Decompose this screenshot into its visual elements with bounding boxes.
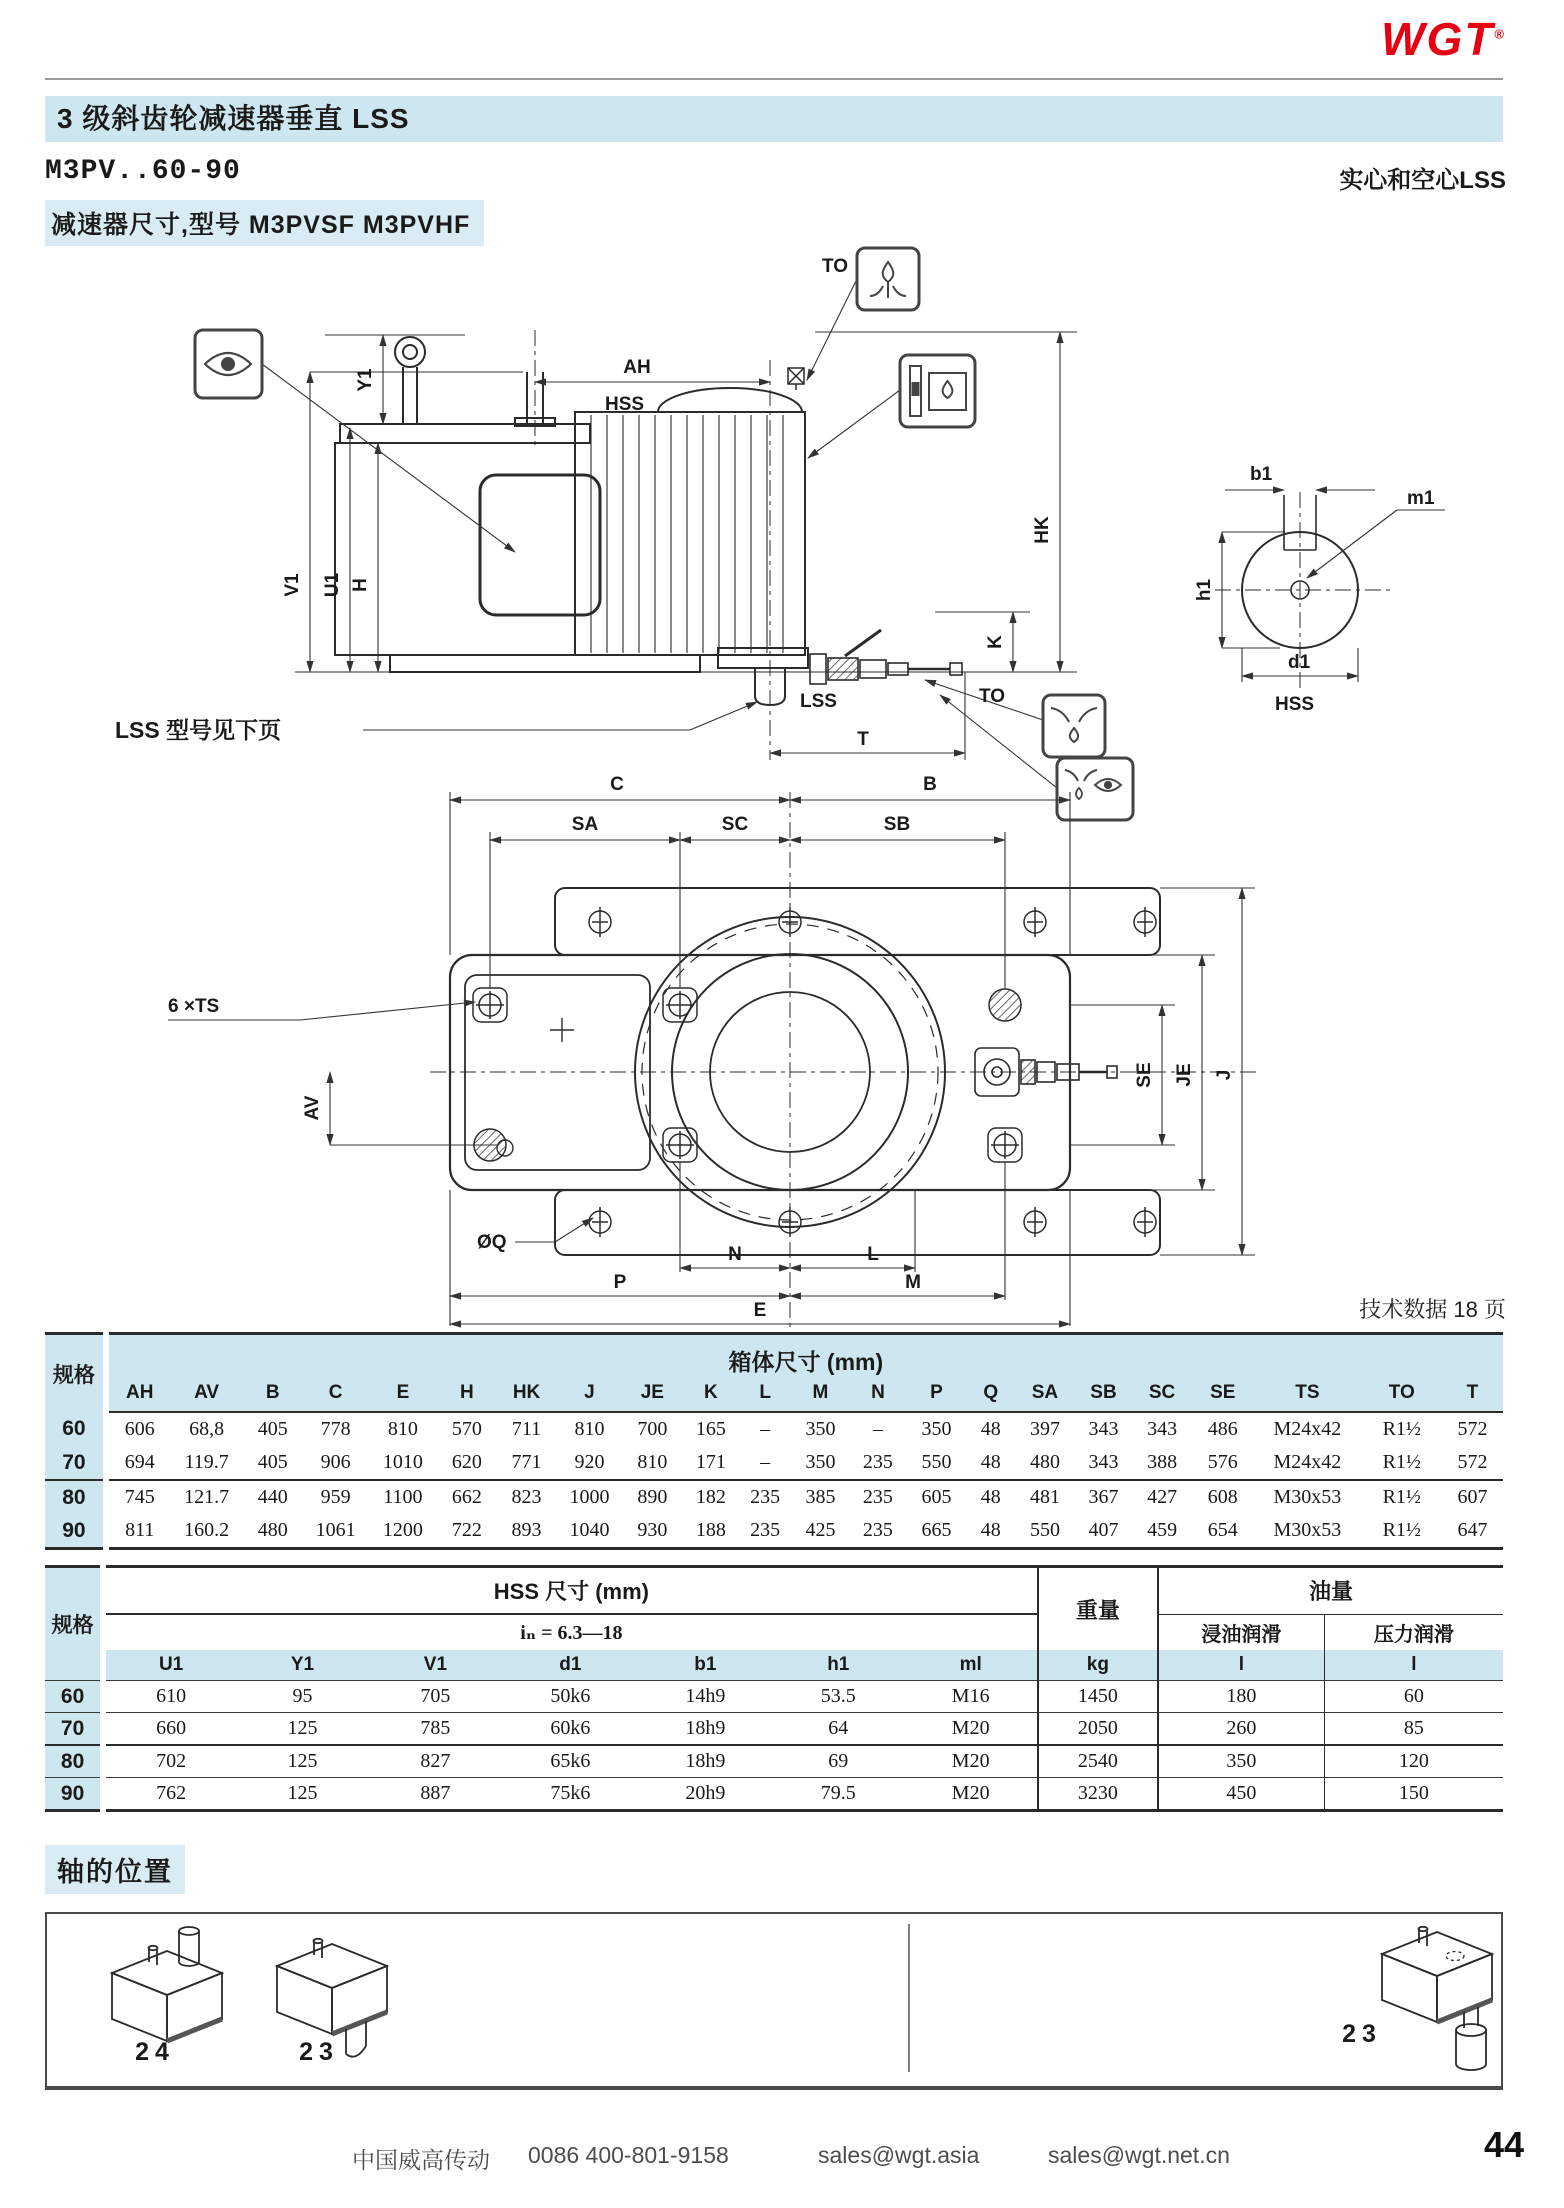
dim-v1: V1 <box>282 573 303 597</box>
spec-header: 规格 <box>45 1334 106 1413</box>
shaft-diagram-23-hollow <box>1382 1927 1492 2070</box>
dim-ts: 6 ×TS <box>168 996 220 1017</box>
dim-se: SE <box>1134 1062 1155 1088</box>
breather-icon <box>857 248 919 310</box>
weight-header: 重量 <box>1038 1567 1158 1651</box>
section-title-bar <box>45 96 1503 142</box>
label-lss: LSS <box>800 691 837 712</box>
dim-b: B <box>923 774 937 795</box>
technical-drawing <box>45 240 1520 1330</box>
dim-l: L <box>867 1244 879 1265</box>
table-row: 60 610 95 705 50k6 14h9 53.5 M16 1450 180 60 <box>45 1681 1503 1713</box>
dim-je: JE <box>1174 1063 1195 1087</box>
eyebolt <box>395 337 425 424</box>
dim-hk: HK <box>1032 516 1053 544</box>
table-row: 80 702 125 827 65k6 18h9 69 M20 2540 350 120 <box>45 1745 1503 1778</box>
table-row: 90 762 125 887 75k6 20h9 79.5 M20 3230 450 150 <box>45 1778 1503 1811</box>
dim-sb: SB <box>883 814 911 835</box>
wgt-logo: WGT® <box>1381 13 1506 65</box>
ratio-note: iₙ = 6.3—18 <box>520 1622 623 1644</box>
table-row: 60 606 68,8 405 778 810 570 711 810 700 165 – 350 – 350 48 397 343 343 486 M24x42 R1½ 572 <box>45 1412 1503 1446</box>
dim-h: H <box>350 578 371 592</box>
table-row: 70 694 119.7 405 906 1010 620 771 920 810 171 – 350 235 550 48 480 343 388 576 M24x42 R1½ 572 <box>45 1446 1503 1480</box>
page-number: 44 <box>1483 2124 1524 2165</box>
lss-note: LSS 型号见下页 <box>115 717 282 743</box>
dim-sa: SA <box>571 814 599 835</box>
footer-company: 中国威高传动 <box>352 2147 490 2173</box>
table2-group-header: HSS 尺寸 (mm) <box>103 1567 1038 1615</box>
table-row: 90 811 160.2 480 1061 1200 722 893 1040 930 188 235 425 235 665 48 550 407 459 654 M30x53 R1½ 647 <box>45 1514 1503 1549</box>
dim-to-top: TO <box>821 256 849 277</box>
label-hss-detail: HSS <box>1275 694 1315 715</box>
shaft-diagram-label: 24 <box>135 2038 175 2066</box>
inspection-window <box>480 475 600 615</box>
oil-header: 油量 <box>1158 1567 1503 1615</box>
shaft-diagram-label: 23 <box>299 2038 339 2066</box>
drain-valve <box>810 630 962 684</box>
model-range: M3PV..60-90 <box>45 156 241 187</box>
dim-ah: AH <box>623 357 651 378</box>
dim-av: AV <box>302 1095 323 1121</box>
oil-level-icon <box>900 355 975 427</box>
dim-to-bottom: TO <box>978 686 1006 707</box>
oil-subcol-pressure: 压力润滑 <box>1324 1614 1503 1650</box>
plan-view <box>430 792 1260 1330</box>
dim-b1: b1 <box>1250 464 1273 485</box>
registered-mark: ® <box>1494 26 1506 42</box>
label-hss-top: HSS <box>605 394 645 415</box>
table2-unit-row: U1 Y1 V1 d1 b1 h1 ml kg l l <box>45 1650 1503 1681</box>
housing-dimensions-table <box>45 1332 1503 1550</box>
oil-subcol-immersion: 浸油润滑 <box>1158 1614 1324 1650</box>
dim-e: E <box>753 1300 767 1321</box>
dimensions-subtitle: 减速器尺寸,型号 M3PVSF M3PVHF <box>45 200 484 246</box>
dim-u1: U1 <box>322 572 343 598</box>
shaft-diagram-24 <box>112 1927 222 2041</box>
dim-y1: Y1 <box>355 368 376 392</box>
drain-eye-icon <box>1057 758 1133 820</box>
mounting-pads <box>473 988 1022 1162</box>
shaft-position-diagrams <box>47 1914 1497 2082</box>
hss-weight-oil-table <box>45 1565 1503 1812</box>
shaft-detail <box>1215 490 1445 688</box>
section-title: 3 级斜齿轮减速器垂直 LSS <box>57 103 410 134</box>
dim-sc: SC <box>721 814 749 835</box>
dim-m1: m1 <box>1407 488 1435 509</box>
table1-column-headers: AH AV B C E H HK J JE K L M N P Q SA SB SC SE TS TO T <box>45 1379 1503 1412</box>
dim-h1: h1 <box>1194 578 1215 602</box>
dim-j: J <box>1214 1069 1235 1081</box>
table-row: 70 660 125 785 60k6 18h9 64 M20 2050 260 85 <box>45 1713 1503 1746</box>
dim-m: M <box>905 1272 921 1293</box>
shaft-position-box <box>45 1912 1503 2090</box>
footer-email-cn: sales@wgt.net.cn <box>1048 2142 1230 2168</box>
drain-icon <box>1043 695 1105 757</box>
eye-icon <box>195 330 262 398</box>
header-rule <box>45 78 1503 80</box>
tech-data-note: 技术数据 18 页 <box>1359 1297 1506 1322</box>
breather-fitting <box>788 368 804 390</box>
lss-output <box>718 648 808 705</box>
dim-d1: d1 <box>1288 652 1311 673</box>
dim-t: T <box>857 729 869 750</box>
dim-p: P <box>613 1272 627 1293</box>
table-row: 80 745 121.7 440 959 1100 662 823 1000 890 182 235 385 235 605 48 481 367 427 608 M30x53 R1½ 607 <box>45 1480 1503 1514</box>
dim-c: C <box>610 774 624 795</box>
table1-group-header: 箱体尺寸 (mm) <box>106 1334 1503 1380</box>
dim-k: K <box>985 635 1006 649</box>
footer-email-asia: sales@wgt.asia <box>818 2142 980 2168</box>
spec-header: 规格 <box>45 1567 103 1681</box>
footer-phone: 0086 400-801-9158 <box>528 2142 729 2168</box>
shaft-diagram-label: 23 <box>1342 2020 1382 2048</box>
dim-q: ØQ <box>477 1232 507 1253</box>
shaft-position-title: 轴的位置 <box>45 1845 185 1894</box>
dim-n: N <box>728 1244 742 1265</box>
solid-hollow-note: 实心和空心LSS <box>1339 167 1506 194</box>
